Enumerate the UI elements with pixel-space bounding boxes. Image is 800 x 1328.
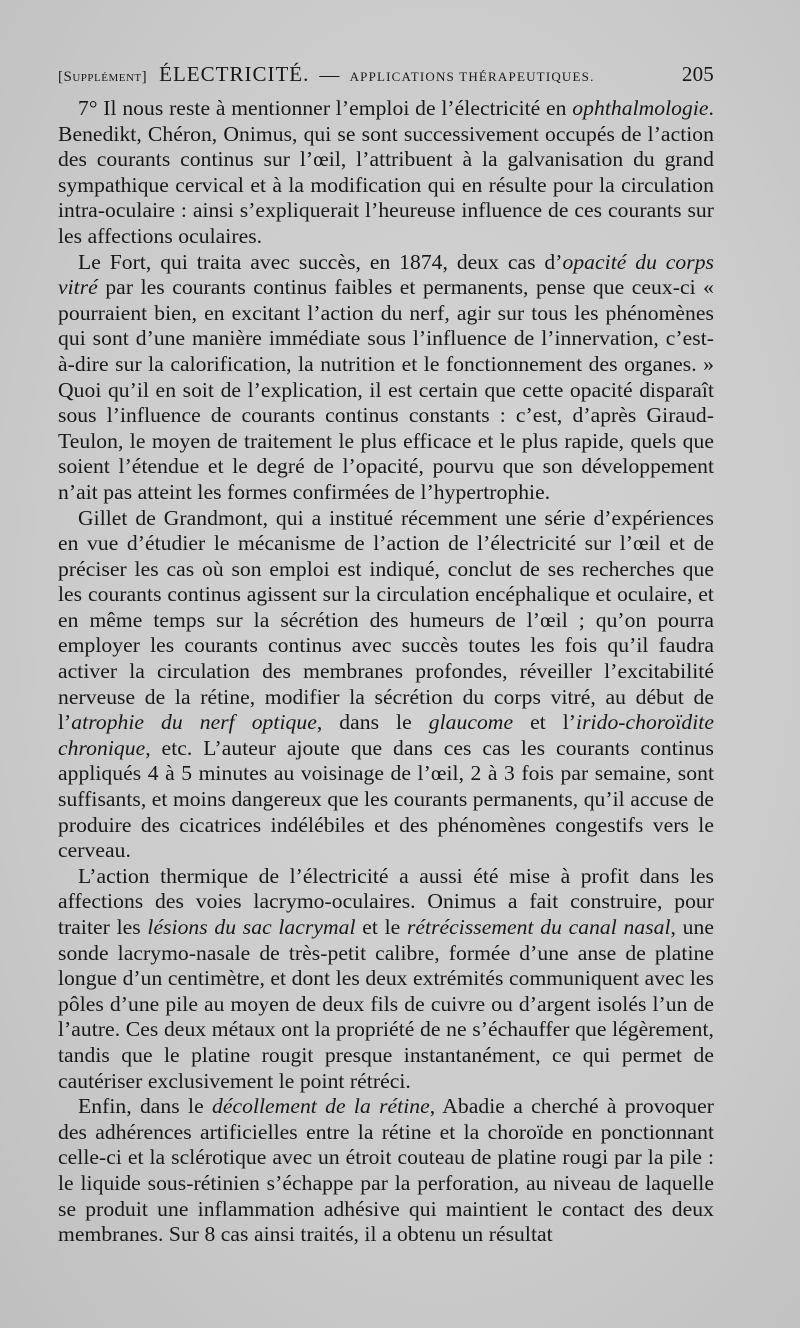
- text-run: L’action thermique de l’électricité a aussi été mise à profit dans les affections des voies lacrymo-oculaires. Onimus a fait construire, pour traiter les: [58, 863, 714, 939]
- text-run: , Abadie a cherché à provoquer des adhérences artificielles entre la rétine et la choroïde en ponctionnant celle-ci et la sclérotique avec un étroit couteau de platine rougi par la pile : le liquide sous-rétinien s’échappe par la perforation, au niveau de laquelle se produit une inflammation adhésive qui maintient le contact des deux membranes. Sur 8 cas ainsi traités, il a obtenu un résultat: [58, 1094, 715, 1247]
- header-dash: —: [319, 64, 340, 86]
- paragraph: [58, 96, 714, 250]
- running-head: [58, 62, 714, 92]
- italic-term: glaucome: [428, 710, 514, 735]
- text-run: et l’: [513, 710, 577, 735]
- italic-term: ophthalmologie: [572, 96, 709, 120]
- text-run: , une sonde lacrymo-nasale de très-petit calibre, formée d’une anse de platine longue d’un centimètre, et dont les deux extrémités communiquent avec les pôles d’une pile au moyen de deux fils de cuivre ou d’argent isolés l’un de l’autre. Ces deux métaux ont la propriété de ne s’échauffer que légèrement, tandis que le platine rougit presque instantanément, ce qui permet de cautériser exclusivement le point rétréci.: [58, 915, 714, 1093]
- text-run: Le Fort, qui traita avec succès, en 1874, deux cas d’: [78, 249, 563, 274]
- text-run: Enfin, dans le: [78, 1094, 212, 1119]
- text-run: . Benedikt, Chéron, Onimus, qui se sont successivement occupés de l’action des courants continus sur l’œil, l’attribuent à la galvanisation du grand sympathique cervical et à la modification qui en résulte pour la circulation intra-oculaire : ainsi s’expliquerait l’heureuse influence de ces courants sur les affections oculaires.: [58, 96, 714, 248]
- italic-term: décollement de la rétine: [211, 1094, 430, 1119]
- body-text: [58, 96, 714, 1248]
- italic-term: irido-choroïdite chronique: [58, 710, 714, 760]
- italic-term: opacité du corps vitré: [58, 249, 715, 300]
- paragraph: [58, 864, 714, 1094]
- text-run: 7° Il nous reste à mentionner l’emploi de l’électricité en: [78, 96, 573, 120]
- text-run: Gillet de Grandmont, qui a institué récemment une série d’expériences en vue d’étudier le mécanisme de l’action de l’électricité sur l’œil et de préciser les cas où son emploi est indiqué, conclut de ses recherches que les courants continus agissent sur la circulation encéphalique et oculaire, et en même temps sur la sécrétion des humeurs de l’œil ; qu’on pourra employer les courants continus avec succès toutes les fois qu’il faudra activer la circulation des membranes profondes, réveiller l’excitabilité nerveuse de la rétine, modifier la sécrétion du corps vitré, au début de l’: [58, 505, 714, 735]
- italic-term: atrophie du nerf optique: [71, 710, 317, 735]
- header-subtitle: APPLICATIONS THÉRAPEUTIQUES.: [349, 69, 595, 84]
- page-number: 205: [681, 62, 714, 86]
- header-section: [Supplément]: [58, 69, 148, 85]
- italic-term: lésions du sac lacrymal: [147, 915, 356, 939]
- text-run: par les courants continus faibles et permanents, pense que ceux-ci « pourraient bien, en excitant l’action du nerf, agir sur tous les phénomènes qui sont d’une manière immédiate sous l’influence de l’innervation, c’est-à-dire sur la calorification, la nutrition et le fonctionnement des organes. » Quoi qu’il en soit de l’explication, il est certain que cette opacité disparaît sous l’influence de courants continus constants : c’est, d’après Giraud-Teulon, le moyen de traitement le plus efficace et le plus rapide, quels que soient l’étendue et le degré de l’opacité, pourvu que son développement n’ait pas atteint les formes confirmées de l’hypertrophie.: [58, 275, 714, 504]
- text-run: , dans le: [316, 710, 429, 735]
- paragraph: [58, 506, 714, 864]
- paragraph: [58, 1094, 714, 1248]
- text-run: , etc. L’auteur ajoute que dans ces cas les courants continus appliqués 4 à 5 minutes au voisinage de l’œil, 2 à 3 fois par semaine, sont suffisants, et moins dangereux que les courants permanents, qu’il accuse de produire des cicatrices indélébiles et des phénomènes congestifs vers le cerveau.: [58, 735, 714, 863]
- header-title: ÉLECTRICITÉ.: [159, 62, 310, 86]
- italic-term: rétrécissement du canal nasal: [406, 915, 671, 939]
- paragraph: [58, 250, 714, 506]
- text-run: et le: [355, 915, 407, 939]
